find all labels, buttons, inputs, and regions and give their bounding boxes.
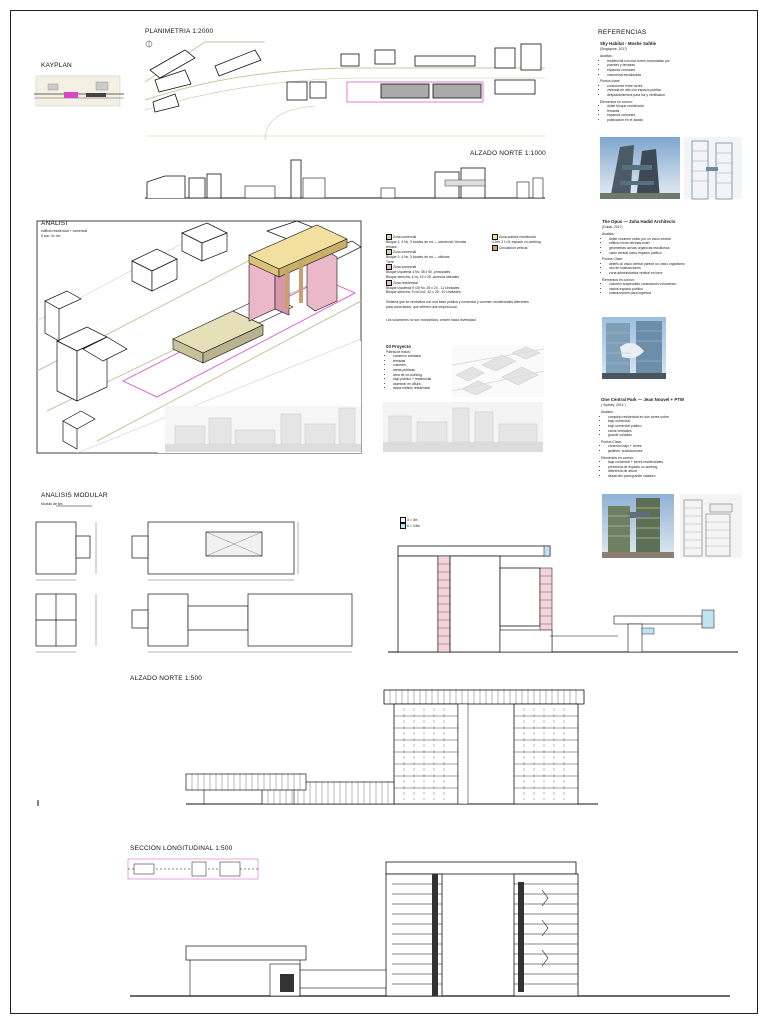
list-item: • presencia de espacio co-working [608,465,684,470]
list-item: • edificio mixto oficinas-hotel [609,241,685,246]
analisi-heading: ANALISI [41,220,68,227]
kayplan-heading: KAYPLAN [41,62,72,69]
reference-1-group-1-label: Analisis: [600,54,613,59]
reference-2-group-2-label: Puntos Clave: [602,257,624,262]
seccion-drawing [130,860,730,1000]
list-item: • residencial con dos torres conectadas por [607,59,670,64]
legend-item [492,245,582,251]
reference-3-title: One Central Park — Jean Nouvel + PTW [601,397,685,402]
list-item: • bajo comercial publico [608,424,684,429]
analisi-subtitle-1: edificio residencial + comercial [41,229,88,233]
modular-elevation [388,540,738,656]
analisi-subtitle-2: 5 zon. 0c 4m [41,234,61,238]
reference-3-subtitle: ( Sydney, 2014 ) [601,402,626,407]
list-item: • sustracciones para ingresos [609,291,685,296]
reference-2-group-1-list [602,237,685,255]
reference-3-group-1-label: Analisis: [601,410,614,415]
reference-2-subtitle: (Dubai, 2017) [602,224,623,229]
legend-desc: 4.5m, 3 f c/1 espacio co-working [492,240,541,244]
program-legend [386,234,586,295]
list-item: • publicacion en el alzado [607,118,670,123]
legend-label: Circulacion vertical [498,245,528,250]
modular-legend [400,517,420,529]
list-item: • terrazas [393,359,431,364]
reference-1-group-3-label: Elementos en comun: [600,99,633,104]
list-item: • vacios espacio publico [609,287,685,292]
render-street [383,402,543,452]
legend-swatch [492,245,498,251]
program-list [386,345,431,391]
list-item: • volumetria escalonada [607,73,670,78]
legend-label: Zona comercial [392,234,417,239]
analisis-modular-heading: ANALISIS MODULAR [41,492,108,499]
legend-label: Zona publica residencial [498,234,536,239]
legend-label: 3 = 3m [406,517,418,522]
program-items [386,354,431,391]
list-item: • area de co-working [393,373,431,378]
reference-1-group-1-list [600,59,670,77]
list-item: • datos edificio residencial [393,386,431,391]
list-item: • desarrollo para grande voladizo [608,474,684,479]
reference-2 [602,220,685,296]
reference-1-group-3-list [600,104,670,122]
list-item: • diferencia de altura [608,469,684,474]
analysis-paragraph-1: Sistema que se centraliza con una base publica y comercial y volumen residenciales diferentes para conectarlos, que definen una mejora local. [386,300,529,309]
list-item: • zona administrativa vertical en torre [609,271,685,276]
legend-desc: Bloque izquierda 9 /30 Nv, 28 x 24 - 11 Unidades [386,285,460,290]
list-item: • bajo comercial + torres residenciales [608,460,684,465]
legend-label: Zona residencial [392,280,418,285]
reference-3-group-3-list [601,460,684,478]
list-item: • bajo comercial [608,419,684,424]
render-context [165,406,361,452]
alzado-norte-500-drawing [38,688,598,806]
reference-1 [600,42,670,123]
reference-3 [601,398,684,479]
list-item: • volumen [393,363,431,368]
planimetria-drawing [145,40,545,140]
list-item: • doble volumen unido por un vacio central [609,237,685,242]
legend-label: Zona comercial [392,250,417,255]
legend-desc: Bloque derecha: 4 nv, 42 x 28 -accesos laterales [386,274,460,279]
referencias-heading: REFERENCIAS [598,29,647,36]
legend-desc: Bloque 2: 4 Nv, 3 locales de mt — oficinas [386,255,450,260]
list-item: • puentes y terrazas [607,63,670,68]
list-item: • jardines, sustracciones [608,449,684,454]
list-item: • espacios comunes [607,113,670,118]
list-item: • geometrias curvas organicas escultorica [609,246,685,251]
legend-desc: Bloque derecha: 9 nv/1m2, 42 x 28 - 10 Unidades [386,290,461,295]
legend-desc: Bloque 1: 4 Nv, 3 locales de mt — comercial / tiendas [386,240,467,244]
modular-subtitle: Modulo de 6m [41,502,63,506]
legend-desc: Torre [386,259,394,264]
legend-swatch [386,280,392,286]
list-item: • areas publicas [393,368,431,373]
planimetria-heading: PLANIMETRIA 1:2000 [145,28,214,35]
legend-label: Zona comercial [392,265,417,270]
legend-desc: terraza [386,244,397,249]
legend-swatch [400,523,406,529]
reference-2-title: The Opus — Zaha Hadid Architects [602,219,676,224]
list-item: • uso de sustracciones [609,266,685,271]
list-item: • vacio central como espacio publico [609,251,685,256]
reference-2-group-3-label: Elementos en comun: [602,277,635,282]
reference-1-subtitle: (Singapore, 2017) [600,46,628,51]
list-item: • alumbrar en altura [393,382,431,387]
reference-3-group-2-list [601,444,684,453]
list-item: • ciclos verticales [608,429,684,434]
reference-3-group-2-label: Puntos Clave: [601,439,623,444]
list-item: • terrazas [607,109,670,114]
list-item: • complejo residencial en dos torres sobre [608,415,684,420]
legend-item [400,523,420,529]
list-item: • grande voladizo [608,433,684,438]
list-item: • volumen suspendido conectando volumenes [609,282,685,287]
program-title: 03 Proyecto [386,344,411,349]
list-item: • desplazamientos para luz y ventilacion [607,93,670,98]
reference-2-group-1-label: Analisis: [602,232,615,237]
list-item: • comercio cotidiano [393,354,431,359]
render-aerial [452,345,544,397]
reference-2-group-3-list [602,282,685,296]
list-item: • bajo publico + residencial [393,377,431,382]
reference-3-group-3-label: Elementos en comun: [601,455,634,460]
reference-3-group-1-list [601,415,684,438]
kayplan-drawing [34,72,124,112]
list-item: • doble bloque residencial [607,104,670,109]
seccion-heading: SECCION LONGITUDINAL 1:500 [130,845,233,852]
program-label: Paleta de tratos: [386,349,411,354]
reference-1-title: Sky Habitat - Moshe Safdie [600,41,657,46]
analysis-paragraph-2: Los volumenes no son monolíticos, crecen hacia diversidad. [386,318,477,322]
reference-1-photo [600,137,742,199]
list-item: • conexion bajo + torres [608,444,684,449]
list-item: • espacios comunes [607,68,670,73]
list-item: • vivienda en alto con espacio publico [607,88,670,93]
list-item: • conexiones entre torres [607,84,670,89]
list-item: • abierto al vacio central parece un unico organismo [609,262,685,267]
reference-2-group-2-list [602,262,685,276]
legend-desc: Bloque izquierda 4 Nv, 38 x 50 -principales [386,270,451,275]
legend-label: 6 = 4.5m [406,523,421,528]
reference-1-group-2-label: Puntos clave: [600,79,621,84]
alzado-norte-1000-drawing [145,158,545,200]
alzado-norte-1000-heading: ALZADO NORTE 1:1000 [470,150,546,157]
modular-diagrams [34,506,364,656]
reference-2-photo [602,317,666,379]
reference-1-group-2-list [600,84,670,98]
alzado-norte-500-heading: ALZADO NORTE 1:500 [130,675,203,682]
